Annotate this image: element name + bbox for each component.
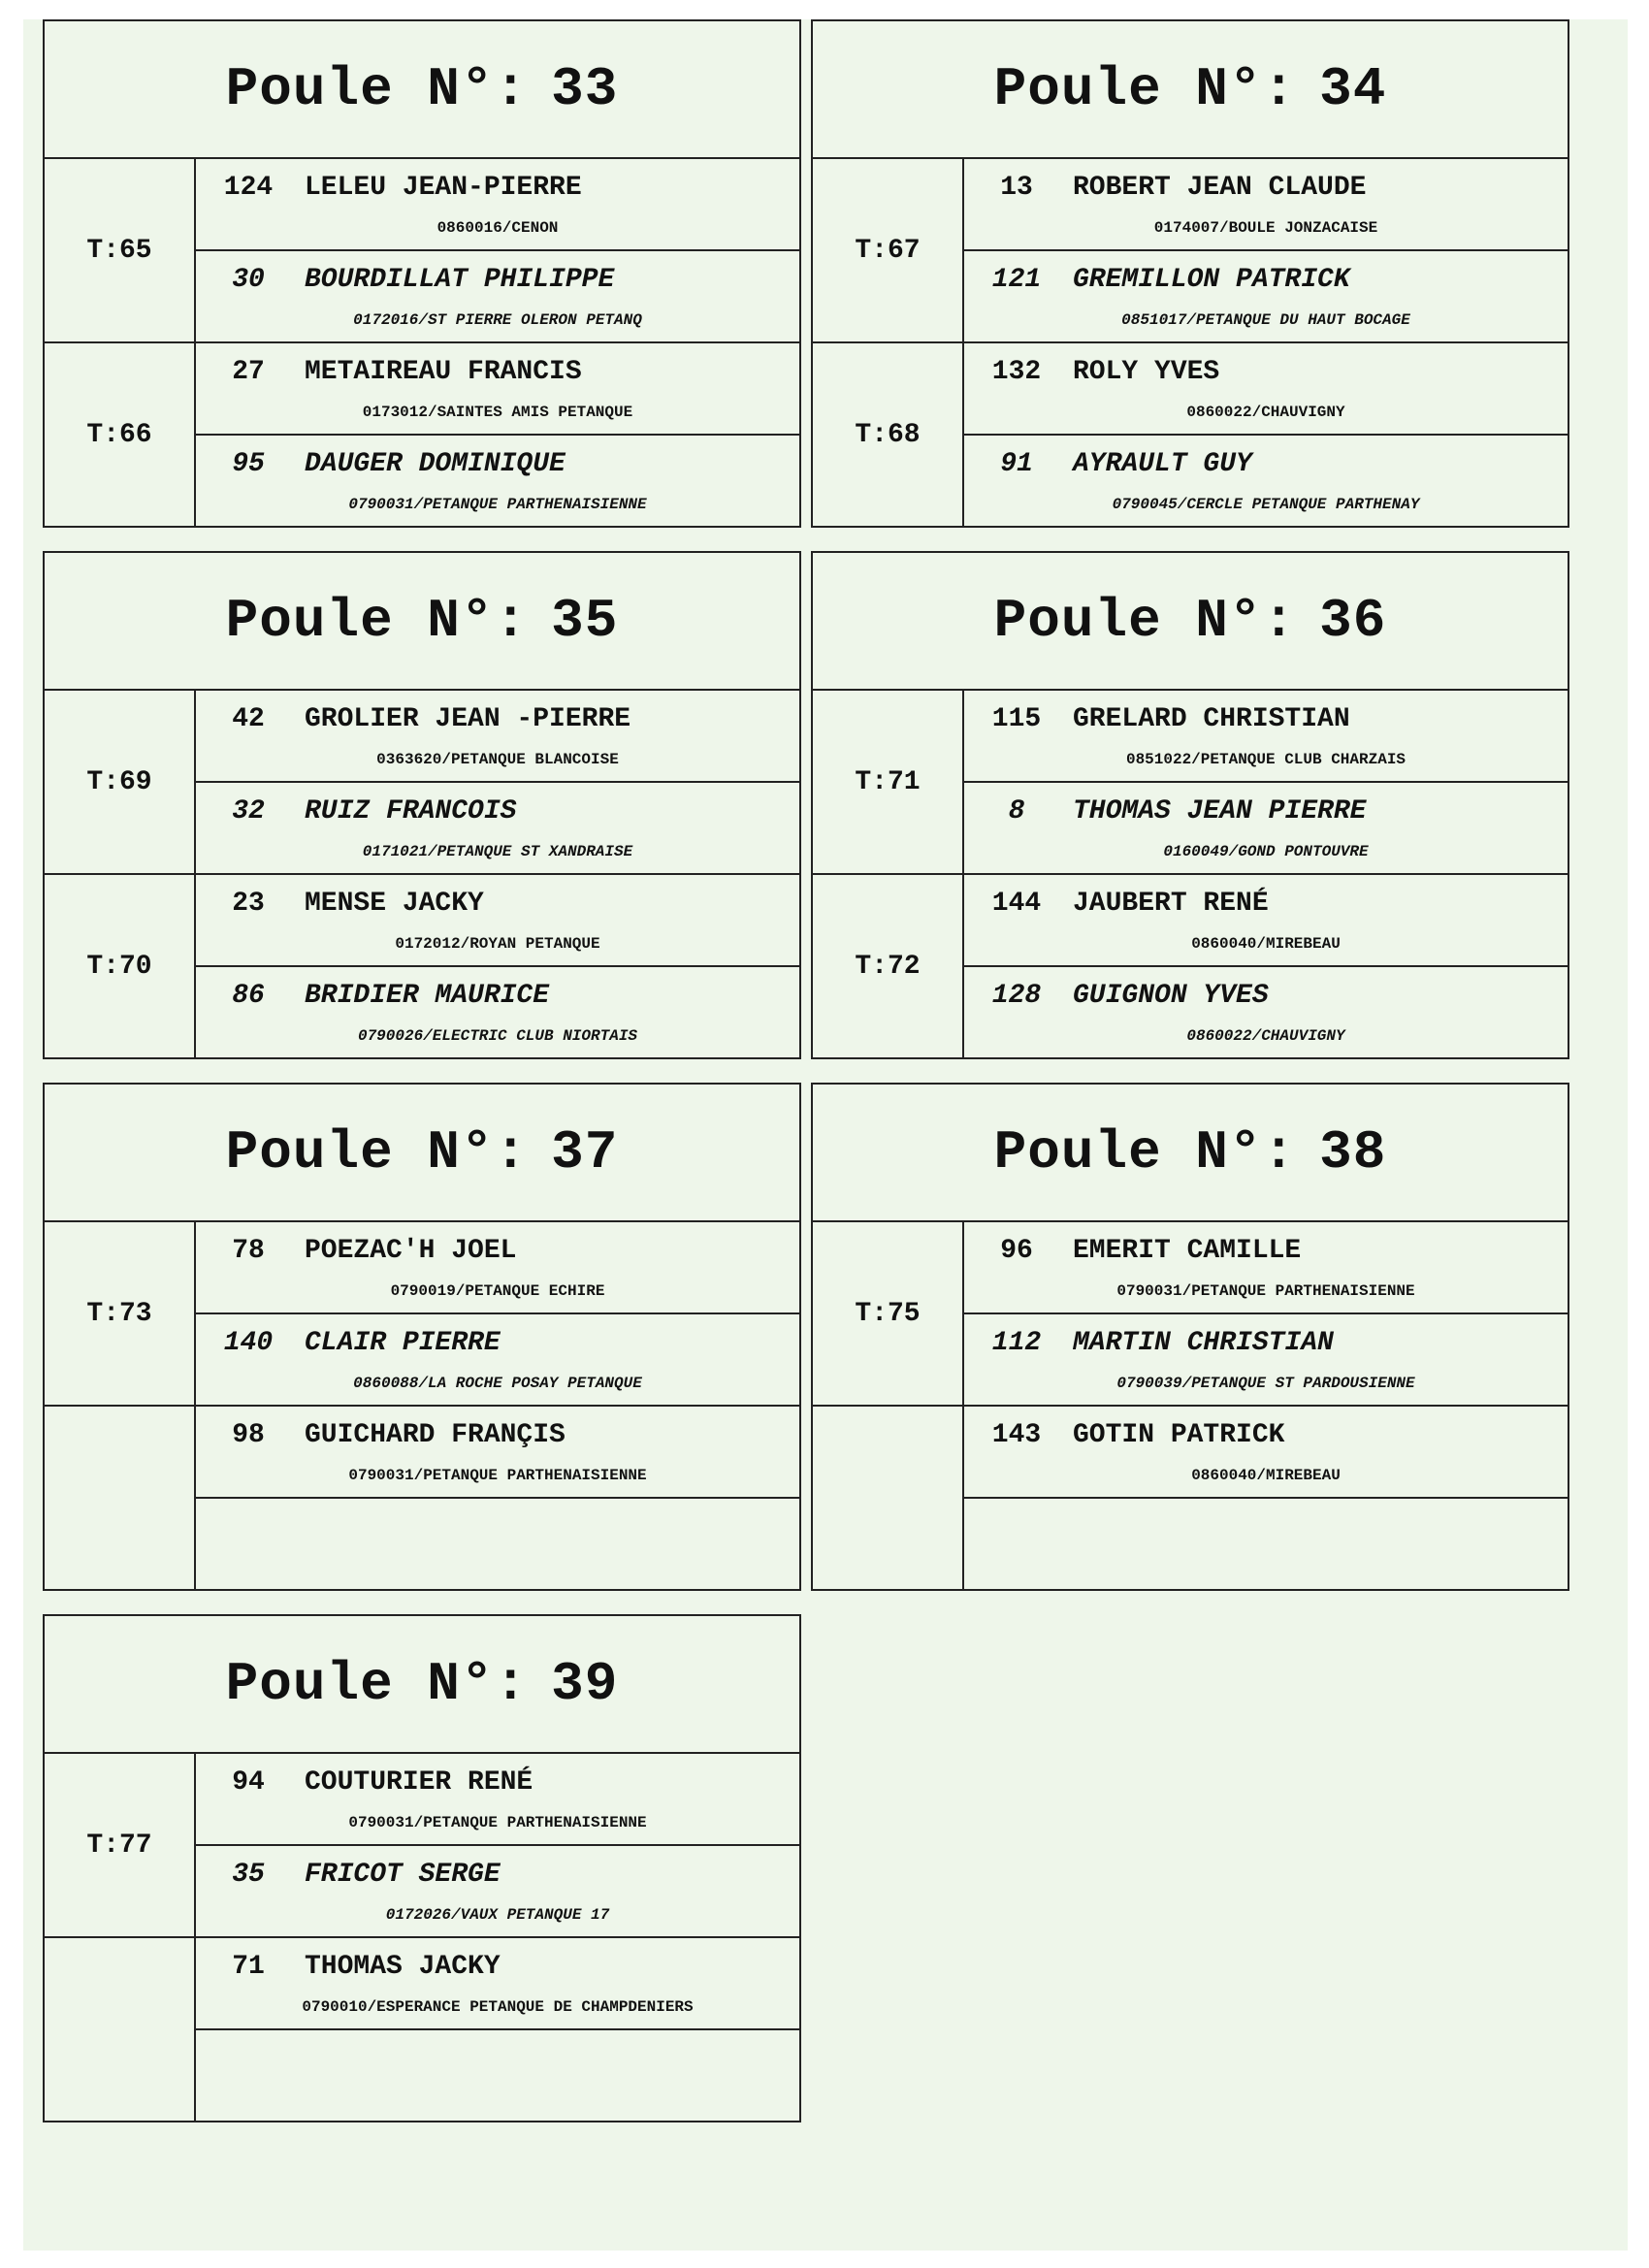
player-club: 0860040/MIREBEAU bbox=[1191, 1467, 1341, 1484]
player-name: THOMAS JEAN PIERRE bbox=[1073, 796, 1367, 826]
player-club: 0860016/CENON bbox=[436, 219, 559, 237]
poule-title bbox=[813, 21, 1568, 159]
player-row bbox=[196, 343, 799, 434]
player-line bbox=[219, 1952, 501, 1982]
player-row bbox=[196, 1312, 799, 1403]
player-row bbox=[964, 1222, 1568, 1312]
player-name: GRELARD CHRISTIAN bbox=[1073, 704, 1350, 734]
table-number: T:73 bbox=[45, 1222, 196, 1405]
table-block bbox=[45, 159, 799, 343]
player-name: GUICHARD FRANÇIS bbox=[305, 1420, 566, 1450]
player-club: 0851022/PETANQUE CLUB CHARZAIS bbox=[1125, 751, 1406, 768]
players-list bbox=[964, 875, 1568, 1057]
poule-box bbox=[811, 19, 1569, 528]
table-block bbox=[813, 343, 1568, 526]
player-row bbox=[196, 691, 799, 781]
table-number: T:75 bbox=[813, 1222, 964, 1405]
table-number: T:70 bbox=[45, 875, 196, 1057]
players-list bbox=[964, 1407, 1568, 1589]
player-name: RUIZ FRANCOIS bbox=[305, 796, 517, 826]
table-number: T:67 bbox=[813, 159, 964, 341]
players-list bbox=[196, 1938, 799, 2121]
player-line bbox=[219, 981, 549, 1011]
player-number: 35 bbox=[232, 1860, 265, 1890]
player-club: 0860088/LA ROCHE POSAY PETANQUE bbox=[353, 1375, 642, 1392]
player-number: 30 bbox=[232, 265, 265, 295]
players-list bbox=[964, 691, 1568, 873]
poule-number: 39 bbox=[551, 1653, 619, 1715]
poule-box bbox=[811, 1083, 1569, 1591]
player-name: AYRAULT GUY bbox=[1073, 449, 1252, 479]
table-block bbox=[45, 343, 799, 526]
player-line bbox=[987, 981, 1269, 1011]
player-number: 32 bbox=[232, 796, 265, 826]
players-list bbox=[196, 1754, 799, 1936]
poule-label: Poule N°: bbox=[993, 58, 1297, 120]
table-block bbox=[813, 1222, 1568, 1407]
player-number: 144 bbox=[991, 889, 1042, 919]
player-number: 124 bbox=[223, 173, 274, 203]
poule-label: Poule N°: bbox=[225, 58, 529, 120]
table-number: T:68 bbox=[813, 343, 964, 526]
table-number: T:71 bbox=[813, 691, 964, 873]
player-row bbox=[964, 434, 1568, 524]
player-number: 86 bbox=[232, 981, 265, 1011]
player-number: 91 bbox=[1000, 449, 1033, 479]
player-number: 112 bbox=[991, 1328, 1042, 1358]
poule-box bbox=[811, 551, 1569, 1059]
player-number: 27 bbox=[232, 357, 265, 387]
player-line bbox=[219, 1767, 533, 1798]
poule-label: Poule N°: bbox=[993, 590, 1297, 652]
player-row bbox=[196, 1938, 799, 2028]
player-number: 140 bbox=[223, 1328, 274, 1358]
table-number: T:66 bbox=[45, 343, 196, 526]
player-row bbox=[196, 249, 799, 340]
poule-box bbox=[43, 551, 801, 1059]
player-line bbox=[219, 265, 614, 295]
players-list bbox=[196, 159, 799, 341]
player-name: CLAIR PIERRE bbox=[305, 1328, 501, 1358]
poule-number: 36 bbox=[1319, 590, 1387, 652]
table-number: T:72 bbox=[813, 875, 964, 1057]
player-number: 132 bbox=[991, 357, 1042, 387]
player-line bbox=[987, 1236, 1301, 1266]
players-list bbox=[964, 343, 1568, 526]
poule-title bbox=[813, 553, 1568, 691]
table-block bbox=[813, 159, 1568, 343]
player-club: 0790031/PETANQUE PARTHENAISIENNE bbox=[348, 496, 647, 513]
player-number: 98 bbox=[232, 1420, 265, 1450]
table-block bbox=[45, 1754, 799, 1938]
table-block bbox=[813, 691, 1568, 875]
player-club: 0860022/CHAUVIGNY bbox=[1186, 404, 1345, 421]
table-number: T:65 bbox=[45, 159, 196, 341]
poule-box bbox=[43, 19, 801, 528]
player-number: 23 bbox=[232, 889, 265, 919]
player-club: 0790039/PETANQUE ST PARDOUSIENNE bbox=[1116, 1375, 1415, 1392]
player-name: GREMILLON PATRICK bbox=[1073, 265, 1350, 295]
player-line bbox=[987, 1328, 1334, 1358]
player-line bbox=[219, 173, 582, 203]
player-row bbox=[196, 1407, 799, 1497]
player-club: 0363620/PETANQUE BLANCOISE bbox=[376, 751, 619, 768]
player-number: 115 bbox=[991, 704, 1042, 734]
players-list bbox=[196, 1407, 799, 1589]
player-number: 8 bbox=[1008, 796, 1025, 826]
player-line bbox=[219, 1860, 501, 1890]
player-club: 0790026/ELECTRIC CLUB NIORTAIS bbox=[357, 1027, 638, 1045]
players-list bbox=[964, 1222, 1568, 1405]
player-name: FRICOT SERGE bbox=[305, 1860, 501, 1890]
players-list bbox=[196, 875, 799, 1057]
player-row bbox=[964, 159, 1568, 249]
player-name: BOURDILLAT PHILIPPE bbox=[305, 265, 615, 295]
table-number bbox=[813, 1407, 964, 1589]
table-block bbox=[813, 1407, 1568, 1589]
table-number: T:69 bbox=[45, 691, 196, 873]
poule-label: Poule N°: bbox=[225, 1653, 529, 1715]
table-block bbox=[45, 1222, 799, 1407]
player-line bbox=[219, 1420, 566, 1450]
player-name: MENSE JACKY bbox=[305, 889, 484, 919]
player-row bbox=[964, 1312, 1568, 1403]
table-block bbox=[45, 875, 799, 1057]
player-name: ROLY YVES bbox=[1073, 357, 1220, 387]
player-name: ROBERT JEAN CLAUDE bbox=[1073, 173, 1367, 203]
players-list bbox=[196, 1222, 799, 1405]
player-club: 0790045/CERCLE PETANQUE PARTHENAY bbox=[1112, 496, 1420, 513]
player-line bbox=[987, 357, 1219, 387]
poule-number: 38 bbox=[1319, 1121, 1387, 1183]
player-line bbox=[987, 704, 1350, 734]
player-club: 0790010/ESPERANCE PETANQUE DE CHAMPDENIERS bbox=[302, 1998, 694, 2016]
empty-player-row bbox=[196, 1497, 799, 1587]
poule-number: 34 bbox=[1319, 58, 1387, 120]
player-name: DAUGER DOMINIQUE bbox=[305, 449, 566, 479]
player-number: 71 bbox=[232, 1952, 265, 1982]
player-number: 121 bbox=[991, 265, 1042, 295]
player-row bbox=[196, 159, 799, 249]
player-name: METAIREAU FRANCIS bbox=[305, 357, 582, 387]
player-row bbox=[196, 875, 799, 965]
player-name: EMERIT CAMILLE bbox=[1073, 1236, 1302, 1266]
player-club: 0172026/VAUX PETANQUE 17 bbox=[385, 1906, 610, 1924]
poule-number: 35 bbox=[551, 590, 619, 652]
player-name: MARTIN CHRISTIAN bbox=[1073, 1328, 1334, 1358]
poule-title bbox=[45, 1085, 799, 1222]
poule-label: Poule N°: bbox=[993, 1121, 1297, 1183]
player-line bbox=[987, 173, 1366, 203]
player-row bbox=[196, 1844, 799, 1934]
player-line bbox=[219, 1236, 516, 1266]
empty-player-row bbox=[196, 2028, 799, 2119]
player-line bbox=[987, 1420, 1284, 1450]
poule-label: Poule N°: bbox=[225, 590, 529, 652]
poule-title bbox=[45, 21, 799, 159]
player-club: 0790031/PETANQUE PARTHENAISIENNE bbox=[348, 1814, 647, 1831]
poule-title bbox=[45, 553, 799, 691]
player-row bbox=[964, 875, 1568, 965]
table-number bbox=[45, 1407, 196, 1589]
player-row bbox=[964, 781, 1568, 871]
player-club: 0160049/GOND PONTOUVRE bbox=[1163, 843, 1369, 860]
players-list bbox=[196, 691, 799, 873]
player-row bbox=[964, 343, 1568, 434]
player-club: 0860040/MIREBEAU bbox=[1191, 935, 1341, 953]
player-line bbox=[219, 889, 484, 919]
player-line bbox=[219, 704, 630, 734]
player-row bbox=[196, 434, 799, 524]
players-list bbox=[196, 343, 799, 526]
player-number: 13 bbox=[1000, 173, 1033, 203]
poule-box bbox=[43, 1083, 801, 1591]
player-line bbox=[987, 889, 1269, 919]
player-row bbox=[196, 781, 799, 871]
player-line bbox=[219, 357, 582, 387]
player-row bbox=[196, 965, 799, 1055]
player-name: THOMAS JACKY bbox=[305, 1952, 501, 1982]
player-name: GOTIN PATRICK bbox=[1073, 1420, 1285, 1450]
player-club: 0174007/BOULE JONZACAISE bbox=[1153, 219, 1378, 237]
player-club: 0860022/CHAUVIGNY bbox=[1186, 1027, 1345, 1045]
table-block bbox=[813, 875, 1568, 1057]
player-club: 0172012/ROYAN PETANQUE bbox=[395, 935, 600, 953]
player-name: BRIDIER MAURICE bbox=[305, 981, 550, 1011]
poule-number: 37 bbox=[551, 1121, 619, 1183]
sheet bbox=[23, 19, 1628, 2251]
table-number: T:77 bbox=[45, 1754, 196, 1936]
player-club: 0172016/ST PIERRE OLERON PETANQ bbox=[353, 311, 642, 329]
player-name: GUIGNON YVES bbox=[1073, 981, 1269, 1011]
player-line bbox=[987, 265, 1350, 295]
poule-title bbox=[813, 1085, 1568, 1222]
poule-title bbox=[45, 1616, 799, 1754]
table-number bbox=[45, 1938, 196, 2121]
empty-player-row bbox=[964, 1497, 1568, 1587]
player-row bbox=[964, 965, 1568, 1055]
poule-box bbox=[43, 1614, 801, 2122]
table-block bbox=[45, 1407, 799, 1589]
player-name: GROLIER JEAN -PIERRE bbox=[305, 704, 631, 734]
player-row bbox=[196, 1222, 799, 1312]
player-row bbox=[964, 691, 1568, 781]
player-number: 78 bbox=[232, 1236, 265, 1266]
player-name: POEZAC'H JOEL bbox=[305, 1236, 517, 1266]
player-row bbox=[196, 1754, 799, 1844]
player-line bbox=[987, 796, 1366, 826]
player-name: COUTURIER RENÉ bbox=[305, 1767, 534, 1798]
player-number: 95 bbox=[232, 449, 265, 479]
player-line bbox=[987, 449, 1252, 479]
player-number: 96 bbox=[1000, 1236, 1033, 1266]
player-number: 42 bbox=[232, 704, 265, 734]
player-number: 128 bbox=[991, 981, 1042, 1011]
players-list bbox=[964, 159, 1568, 341]
table-block bbox=[45, 691, 799, 875]
poule-label: Poule N°: bbox=[225, 1121, 529, 1183]
player-line bbox=[219, 796, 516, 826]
table-block bbox=[45, 1938, 799, 2121]
player-name: LELEU JEAN-PIERRE bbox=[305, 173, 582, 203]
player-line bbox=[219, 449, 566, 479]
player-club: 0790031/PETANQUE PARTHENAISIENNE bbox=[348, 1467, 647, 1484]
player-club: 0790019/PETANQUE ECHIRE bbox=[390, 1282, 605, 1300]
poule-number: 33 bbox=[551, 58, 619, 120]
player-line bbox=[219, 1328, 501, 1358]
player-name: JAUBERT RENÉ bbox=[1073, 889, 1269, 919]
player-club: 0171021/PETANQUE ST XANDRAISE bbox=[362, 843, 633, 860]
player-row bbox=[964, 249, 1568, 340]
player-club: 0173012/SAINTES AMIS PETANQUE bbox=[362, 404, 633, 421]
player-club: 0851017/PETANQUE DU HAUT BOCAGE bbox=[1121, 311, 1410, 329]
player-number: 143 bbox=[991, 1420, 1042, 1450]
player-club: 0790031/PETANQUE PARTHENAISIENNE bbox=[1116, 1282, 1415, 1300]
player-row bbox=[964, 1407, 1568, 1497]
player-number: 94 bbox=[232, 1767, 265, 1798]
